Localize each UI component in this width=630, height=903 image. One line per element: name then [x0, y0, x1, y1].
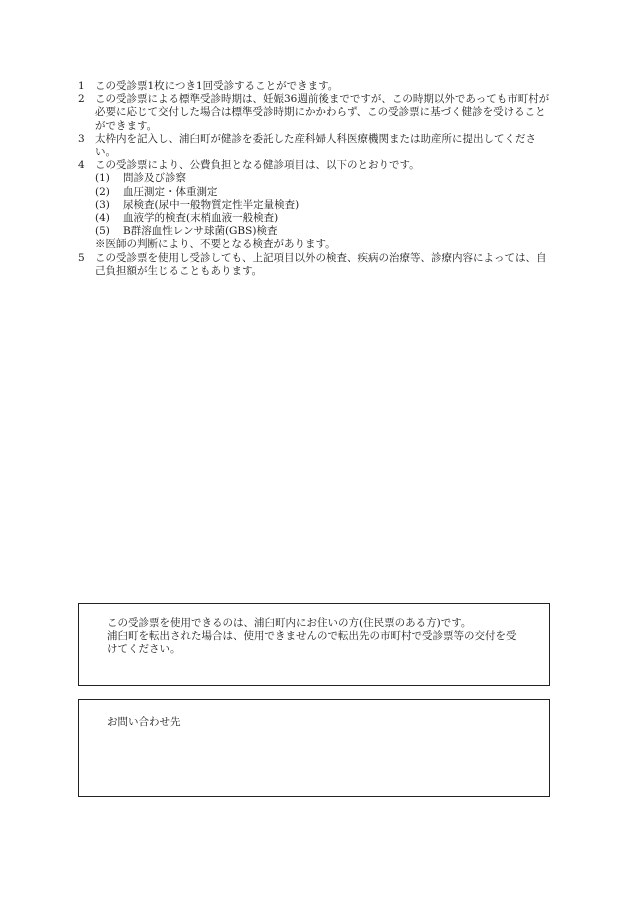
note-number: 3: [78, 132, 85, 145]
exam-item-number: (1): [95, 172, 110, 185]
note-number: 1: [78, 80, 85, 92]
note-number: 4: [78, 159, 85, 172]
note-1: [78, 80, 556, 93]
exam-item-text: 尿検査(尿中一般物質定性半定量検査): [123, 198, 300, 211]
note-3: [78, 133, 556, 159]
notes-list: [78, 80, 556, 278]
note-2: [78, 93, 556, 133]
note-5: [78, 252, 556, 278]
transfer-notice-text: 浦臼町を転出された場合は、使用できませんので転出先の市町村で受診票等の交付を受けてください。: [107, 630, 517, 656]
exam-item: [95, 212, 556, 225]
note-text: この受診票1枚につき1回受診することができます。: [95, 80, 339, 92]
exam-item-number: (5): [95, 225, 110, 238]
note-text: この受診票による標準受診時期は、妊娠36週前後までですが、この時期以外であっても市町村が必要に応じて交付した場合は標準受診時期にかかわらず、この受診票に基づく健診を受けることができます。: [95, 93, 550, 132]
residency-notice-box: [78, 603, 550, 686]
exam-item: [95, 199, 556, 212]
exam-items-list: [95, 172, 556, 238]
note-4: [78, 159, 556, 251]
note-text: 太枠内を記入し、浦臼町が健診を委託した産科婦人科医療機関または助産所に提出してください。: [95, 132, 536, 159]
exam-item: [95, 172, 556, 185]
contact-title: お問い合わせ先: [107, 716, 181, 728]
exam-item-number: (2): [95, 185, 110, 198]
exam-item-text: 血圧測定・体重測定: [123, 185, 218, 198]
exam-item: [95, 225, 556, 238]
residency-notice-text: この受診票を使用できるのは、浦臼町内にお住いの方(住民票のある方)です。: [107, 617, 472, 629]
note-number: 2: [78, 93, 85, 106]
exam-item: [95, 186, 556, 199]
note-body: [95, 159, 556, 251]
contact-box: [78, 699, 550, 797]
note-text: この受診票を使用し受診しても、上記項目以外の検査、疾病の治療等、診療内容によっては、自己負担額が生じることもあります。: [95, 251, 547, 277]
exam-item-text: 血液学的検査(末梢血液一般検査): [123, 212, 279, 225]
doctor-judgment-remark: ※医師の判断により、不要となる検査があります。: [95, 238, 336, 251]
exam-item-number: (4): [95, 212, 110, 225]
note-number: 5: [78, 251, 85, 264]
note-text: この受診票により、公費負担となる健診項目は、以下のとおりです。: [95, 159, 420, 172]
exam-item-text: 問診及び診察: [123, 172, 186, 185]
exam-item-number: (3): [95, 198, 110, 211]
exam-item-text: B群溶血性レンサ球菌(GBS)検査: [123, 225, 278, 238]
